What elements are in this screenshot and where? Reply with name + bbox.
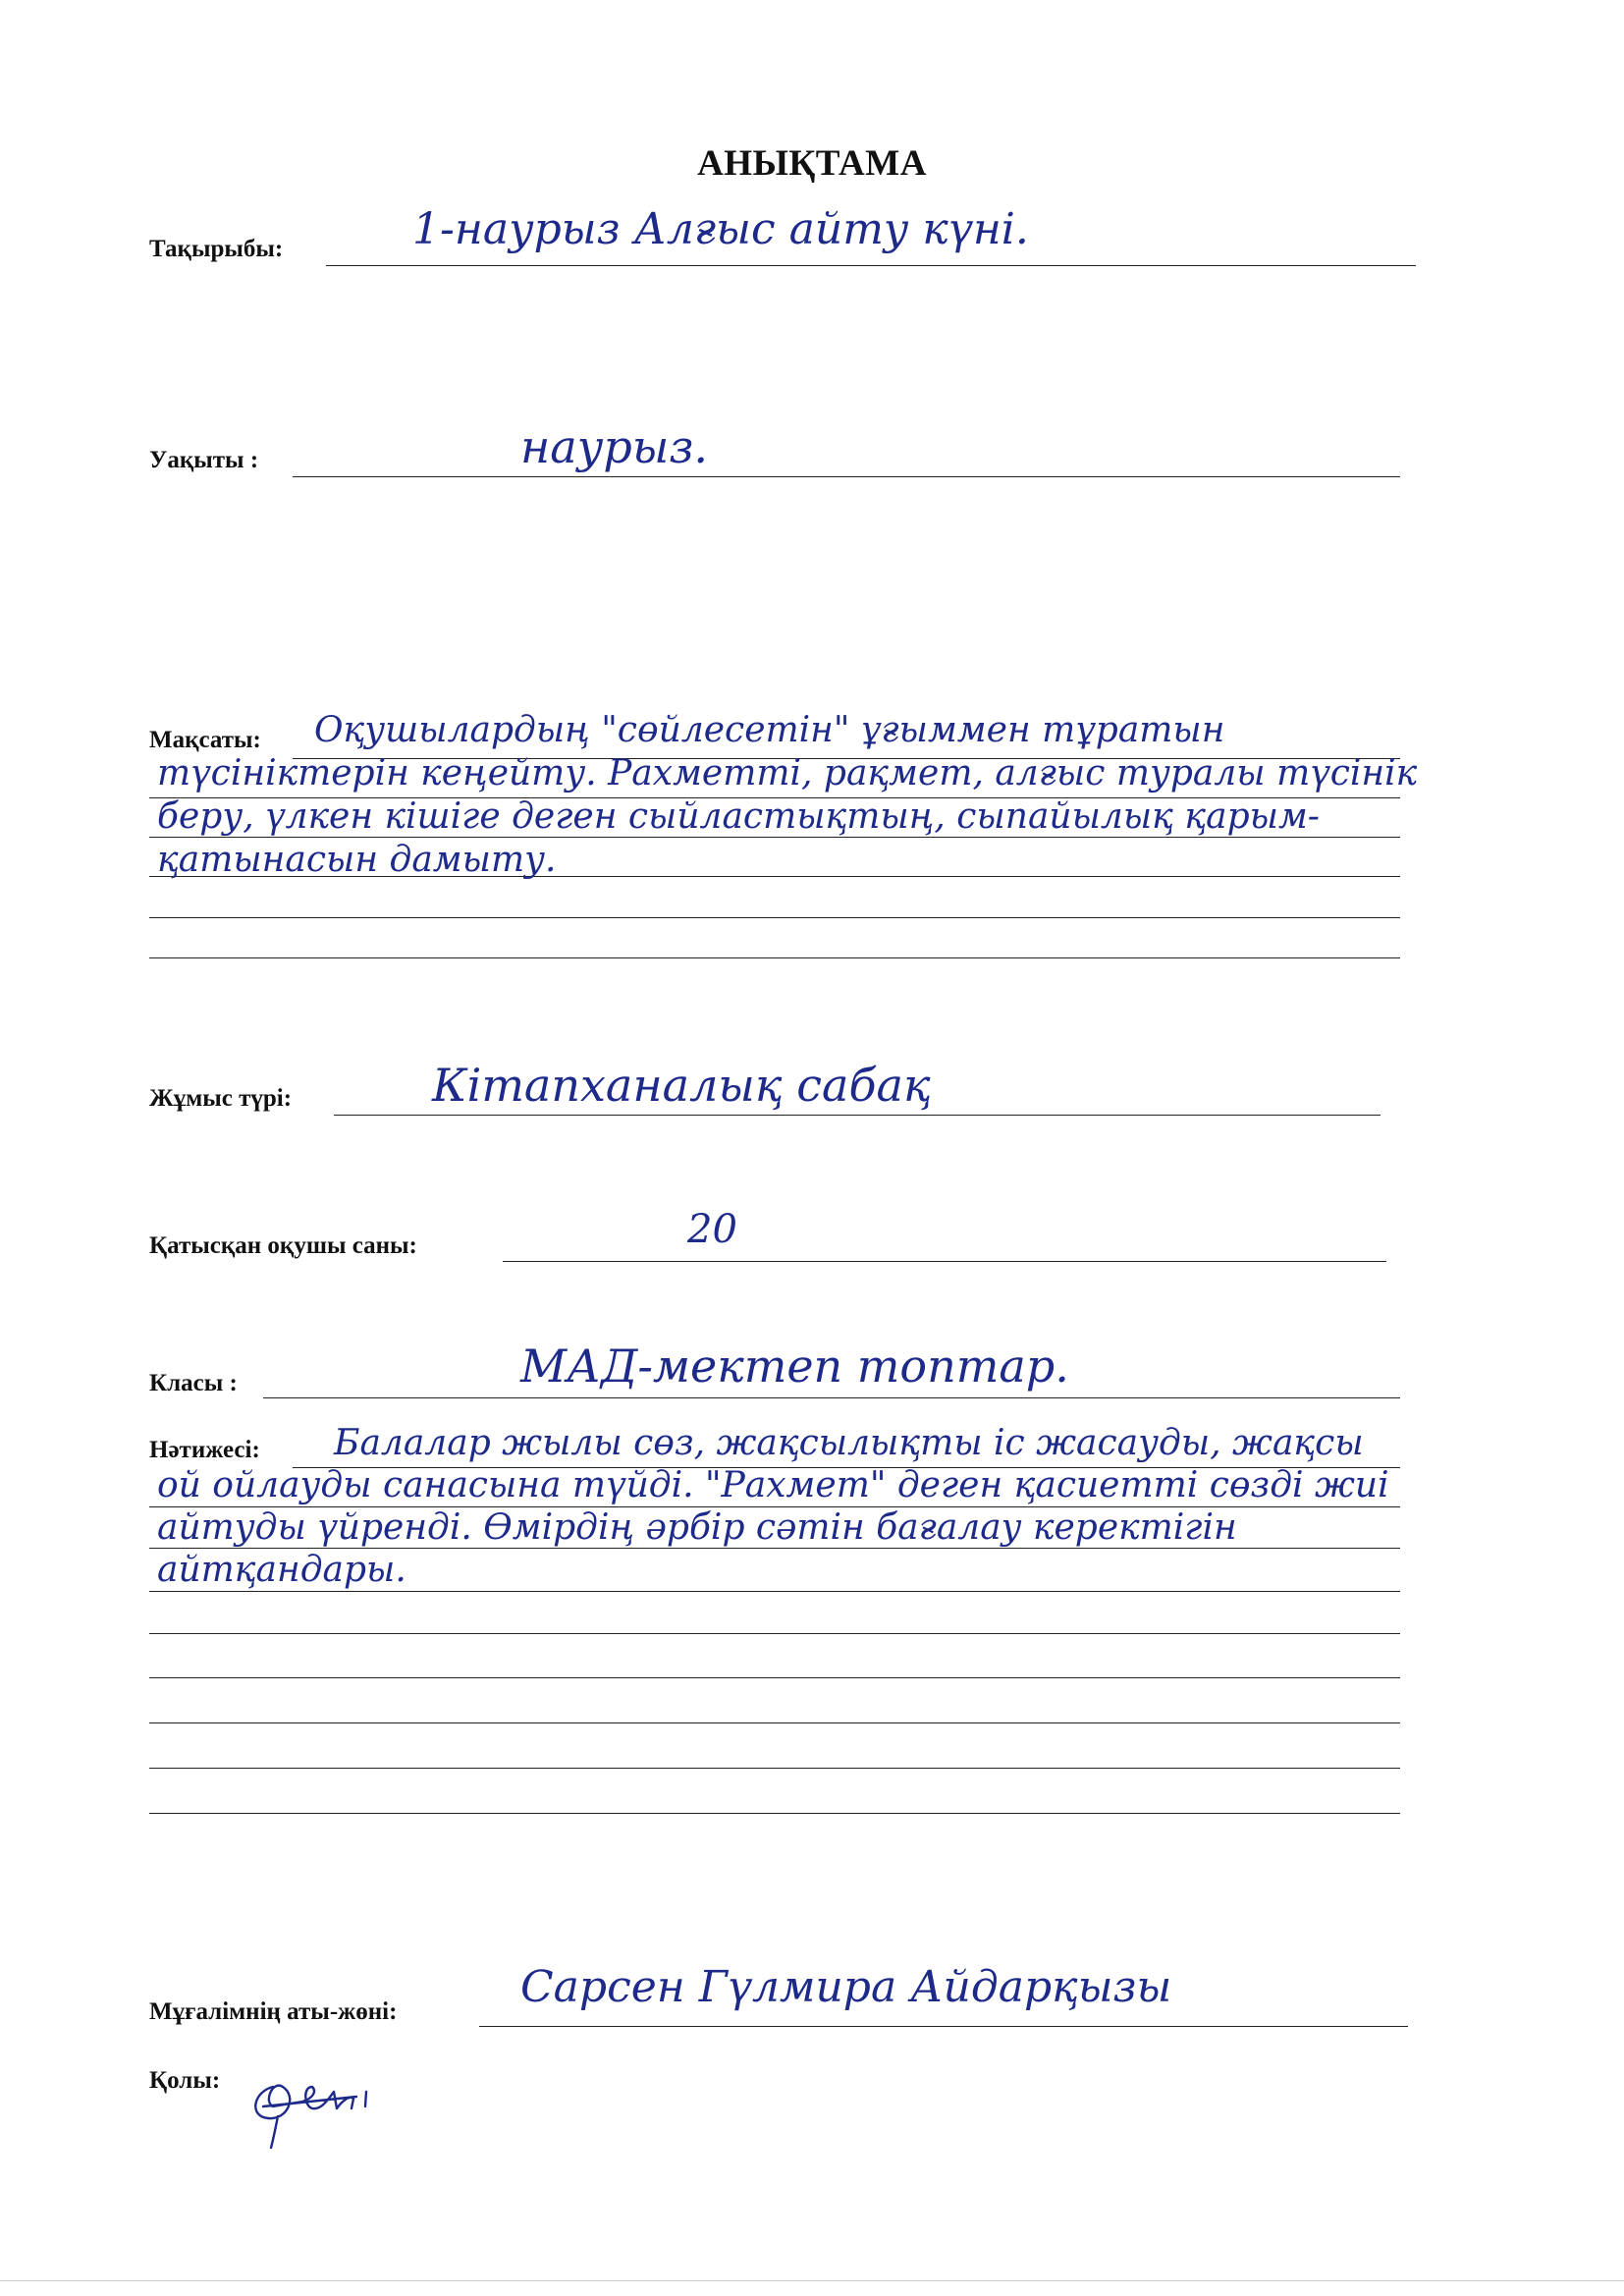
participants-rule	[503, 1261, 1386, 1262]
work-type-rule	[334, 1115, 1380, 1116]
result-label: Нәтижесі:	[149, 1437, 260, 1463]
teacher-label: Мұғалімнің аты-жөні:	[149, 1998, 398, 2025]
teacher-rule	[479, 2026, 1408, 2027]
topic-label: Тақырыбы:	[149, 236, 284, 262]
result-rule-5	[149, 1633, 1400, 1634]
time-label: Уақыты :	[149, 447, 259, 473]
goal-label: Мақсаты:	[149, 727, 261, 753]
signature-mark	[244, 2048, 410, 2156]
work-type-label: Жұмыс түрі:	[149, 1085, 293, 1112]
result-rule-6	[149, 1677, 1400, 1678]
time-value: наурыз.	[520, 420, 709, 473]
time-rule	[293, 476, 1400, 477]
topic-value: 1-наурыз Алғыс айту күні.	[412, 204, 1029, 254]
result-rule-4	[149, 1591, 1400, 1592]
goal-rule-5	[149, 917, 1400, 918]
teacher-value: Сарсен Гүлмира Айдарқызы	[520, 1962, 1172, 2012]
participants-value: 20	[687, 1207, 737, 1252]
goal-value: Оқушылардың "сөйлесетін" ұғыммен тұратын түсініктерін кеңейту. Рахметті, рақмет, алғыс туралы түсінік беру, үлкен кішіге деген сыйластықтың, сыпайылық қарым-қатынасын дамыту.	[157, 710, 1418, 880]
work-type-value: Кітапханалық сабақ	[432, 1059, 931, 1112]
class-value: МАД-мектеп топтар.	[520, 1339, 1069, 1393]
result-rule-7	[149, 1722, 1400, 1723]
document-title: АНЫҚТАМА	[697, 143, 927, 184]
result-value: Балалар жылы сөз, жақсылықты іс жасауды, жақсы ой ойлауды санасына түйді. "Рахмет" деген қасиетті сөзді жиі айтуды үйренді. Өмірдің әрбір сәтін бағалау керектігін айтқандары.	[157, 1423, 1389, 1590]
class-rule	[263, 1397, 1400, 1398]
signature-label: Қолы:	[149, 2067, 221, 2094]
class-label: Класы :	[149, 1370, 238, 1396]
topic-rule	[326, 265, 1416, 266]
page-edge-line	[0, 2280, 1624, 2281]
result-rule-9	[149, 1813, 1400, 1814]
participants-label: Қатысқан оқушы саны:	[149, 1232, 417, 1259]
goal-rule-6	[149, 957, 1400, 958]
result-rule-8	[149, 1768, 1400, 1769]
